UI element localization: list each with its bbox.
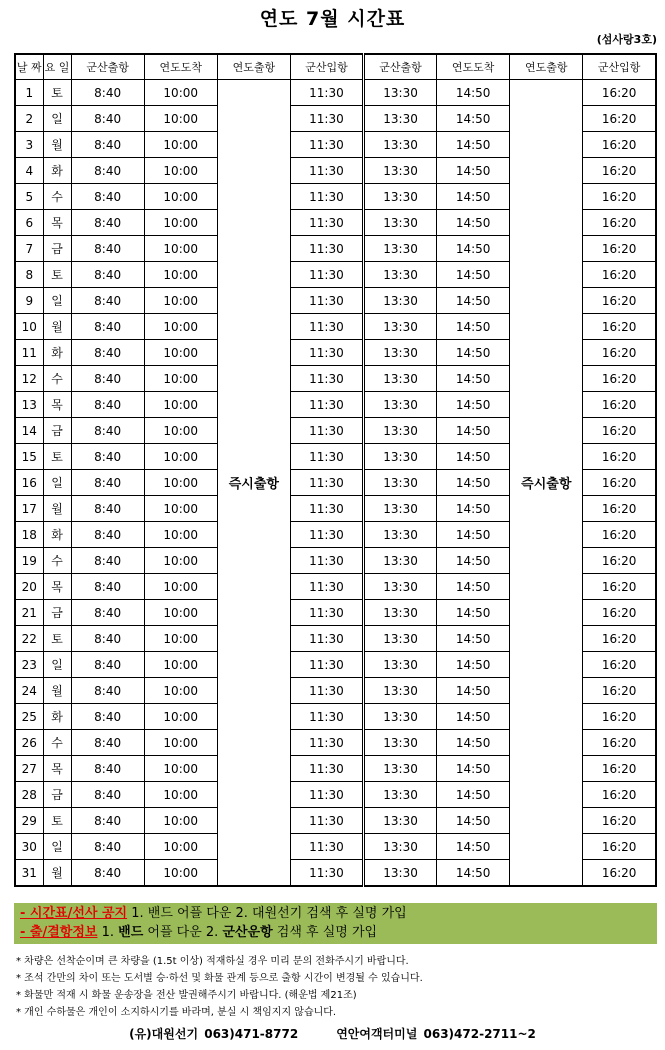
arrive-gunsan-2-cell: 16:20 (583, 262, 656, 288)
arrive-gunsan-1-cell: 11:30 (290, 262, 363, 288)
arrive-gunsan-1-cell: 11:30 (290, 132, 363, 158)
arrive-gunsan-1-cell: 11:30 (290, 756, 363, 782)
header-depart-yeondo-1: 연도출항 (217, 54, 290, 80)
arrive-yeondo-2-cell: 14:50 (437, 184, 510, 210)
depart-gunsan-1-cell: 8:40 (71, 470, 144, 496)
header-arrive-gunsan-2: 군산입항 (583, 54, 656, 80)
header-date: 날 짜 (15, 54, 43, 80)
weekday-cell: 일 (43, 470, 71, 496)
date-cell: 7 (15, 236, 43, 262)
arrive-gunsan-1-cell: 11:30 (290, 496, 363, 522)
date-cell: 19 (15, 548, 43, 574)
note-item: * 개인 수하물은 개인이 소지하시기를 바라며, 분실 시 책임지지 않습니다. (16, 1007, 337, 1018)
header-depart-gunsan-1: 군산출항 (71, 54, 144, 80)
arrive-gunsan-2-cell: 16:20 (583, 574, 656, 600)
arrive-yeondo-2-cell: 14:50 (437, 366, 510, 392)
date-cell: 6 (15, 210, 43, 236)
depart-gunsan-2-cell: 13:30 (364, 548, 437, 574)
weekday-cell: 월 (43, 132, 71, 158)
arrive-gunsan-1-cell: 11:30 (290, 366, 363, 392)
depart-gunsan-1-cell: 8:40 (71, 730, 144, 756)
date-cell: 30 (15, 834, 43, 860)
weekday-cell: 일 (43, 288, 71, 314)
weekday-cell: 토 (43, 808, 71, 834)
notice-status-label: - 출/결항정보 (20, 925, 98, 940)
arrive-yeondo-2-cell: 14:50 (437, 158, 510, 184)
arrive-yeondo-2-cell: 14:50 (437, 834, 510, 860)
arrive-gunsan-2-cell: 16:20 (583, 444, 656, 470)
arrive-yeondo-1-cell: 10:00 (144, 106, 217, 132)
date-cell: 27 (15, 756, 43, 782)
depart-gunsan-1-cell: 8:40 (71, 574, 144, 600)
depart-gunsan-2-cell: 13:30 (364, 106, 437, 132)
schedule-table (14, 53, 657, 887)
depart-gunsan-2-cell: 13:30 (364, 418, 437, 444)
arrive-yeondo-2-cell: 14:50 (437, 496, 510, 522)
depart-gunsan-1-cell: 8:40 (71, 626, 144, 652)
arrive-gunsan-1-cell: 11:30 (290, 834, 363, 860)
arrive-gunsan-2-cell: 16:20 (583, 782, 656, 808)
arrive-yeondo-2-cell: 14:50 (437, 548, 510, 574)
date-cell: 13 (15, 392, 43, 418)
arrive-gunsan-1-cell: 11:30 (290, 314, 363, 340)
arrive-yeondo-2-cell: 14:50 (437, 704, 510, 730)
header-row (15, 54, 656, 80)
arrive-gunsan-1-cell: 11:30 (290, 574, 363, 600)
arrive-yeondo-1-cell: 10:00 (144, 262, 217, 288)
depart-gunsan-1-cell: 8:40 (71, 808, 144, 834)
weekday-cell: 목 (43, 756, 71, 782)
arrive-gunsan-1-cell: 11:30 (290, 418, 363, 444)
depart-gunsan-1-cell: 8:40 (71, 392, 144, 418)
depart-gunsan-2-cell: 13:30 (364, 652, 437, 678)
depart-gunsan-2-cell: 13:30 (364, 80, 437, 106)
arrive-yeondo-1-cell: 10:00 (144, 834, 217, 860)
depart-gunsan-1-cell: 8:40 (71, 548, 144, 574)
header-weekday: 요 일 (43, 54, 71, 80)
depart-gunsan-2-cell: 13:30 (364, 600, 437, 626)
date-cell: 23 (15, 652, 43, 678)
weekday-cell: 토 (43, 626, 71, 652)
notice-timetable-text: 1. 밴드 어플 다운 2. 대원선기 검색 후 실명 가입 (127, 906, 407, 921)
depart-gunsan-1-cell: 8:40 (71, 834, 144, 860)
depart-gunsan-1-cell: 8:40 (71, 132, 144, 158)
arrive-gunsan-2-cell: 16:20 (583, 808, 656, 834)
header-depart-yeondo-2: 연도출항 (510, 54, 583, 80)
arrive-yeondo-1-cell: 10:00 (144, 80, 217, 106)
arrive-yeondo-1-cell: 10:00 (144, 236, 217, 262)
arrive-yeondo-2-cell: 14:50 (437, 574, 510, 600)
arrive-yeondo-1-cell: 10:00 (144, 678, 217, 704)
date-cell: 14 (15, 418, 43, 444)
arrive-yeondo-1-cell: 10:00 (144, 340, 217, 366)
depart-gunsan-2-cell: 13:30 (364, 236, 437, 262)
depart-gunsan-1-cell: 8:40 (71, 288, 144, 314)
weekday-cell: 금 (43, 236, 71, 262)
arrive-gunsan-1-cell: 11:30 (290, 444, 363, 470)
depart-gunsan-1-cell: 8:40 (71, 340, 144, 366)
date-cell: 10 (15, 314, 43, 340)
footer-contacts (0, 1025, 665, 1042)
weekday-cell: 목 (43, 392, 71, 418)
header-depart-gunsan-2: 군산출항 (364, 54, 437, 80)
depart-gunsan-1-cell: 8:40 (71, 236, 144, 262)
arrive-gunsan-2-cell: 16:20 (583, 418, 656, 444)
weekday-cell: 화 (43, 704, 71, 730)
notice-line-2 (20, 923, 651, 942)
date-cell: 8 (15, 262, 43, 288)
depart-gunsan-1-cell: 8:40 (71, 496, 144, 522)
arrive-gunsan-1-cell: 11:30 (290, 548, 363, 574)
arrive-yeondo-2-cell: 14:50 (437, 678, 510, 704)
arrive-gunsan-2-cell: 16:20 (583, 626, 656, 652)
arrive-yeondo-2-cell: 14:50 (437, 860, 510, 887)
arrive-gunsan-2-cell: 16:20 (583, 184, 656, 210)
weekday-cell: 일 (43, 106, 71, 132)
arrive-yeondo-2-cell: 14:50 (437, 756, 510, 782)
depart-gunsan-2-cell: 13:30 (364, 470, 437, 496)
arrive-gunsan-1-cell: 11:30 (290, 210, 363, 236)
arrive-yeondo-2-cell: 14:50 (437, 106, 510, 132)
arrive-gunsan-2-cell: 16:20 (583, 548, 656, 574)
arrive-yeondo-1-cell: 10:00 (144, 574, 217, 600)
date-cell: 17 (15, 496, 43, 522)
schedule-body (15, 80, 656, 887)
arrive-gunsan-1-cell: 11:30 (290, 600, 363, 626)
depart-gunsan-2-cell: 13:30 (364, 392, 437, 418)
depart-gunsan-1-cell: 8:40 (71, 678, 144, 704)
arrive-gunsan-1-cell: 11:30 (290, 626, 363, 652)
header-arrive-yeondo-1: 연도도착 (144, 54, 217, 80)
weekday-cell: 금 (43, 782, 71, 808)
depart-gunsan-1-cell: 8:40 (71, 860, 144, 887)
arrive-yeondo-1-cell: 10:00 (144, 392, 217, 418)
date-cell: 4 (15, 158, 43, 184)
depart-gunsan-2-cell: 13:30 (364, 756, 437, 782)
arrive-yeondo-2-cell: 14:50 (437, 236, 510, 262)
notice-timetable-label: - 시간표/선사 공지 (20, 906, 128, 921)
arrive-yeondo-1-cell: 10:00 (144, 418, 217, 444)
depart-gunsan-2-cell: 13:30 (364, 132, 437, 158)
arrive-gunsan-2-cell: 16:20 (583, 860, 656, 887)
date-cell: 15 (15, 444, 43, 470)
date-cell: 29 (15, 808, 43, 834)
depart-gunsan-1-cell: 8:40 (71, 418, 144, 444)
arrive-yeondo-2-cell: 14:50 (437, 210, 510, 236)
table-row (15, 80, 656, 106)
arrive-gunsan-1-cell: 11:30 (290, 392, 363, 418)
depart-gunsan-1-cell: 8:40 (71, 652, 144, 678)
arrive-gunsan-1-cell: 11:30 (290, 678, 363, 704)
depart-gunsan-1-cell: 8:40 (71, 366, 144, 392)
notice-line-1 (20, 904, 651, 923)
depart-yeondo-2-cell: 즉시출항 (510, 80, 583, 887)
header-arrive-yeondo-2: 연도도착 (437, 54, 510, 80)
note-item: * 차량은 선착순이며 큰 차량을 (1.5t 이상) 적재하실 경우 미리 문의 전화주시기 바랍니다. (16, 956, 409, 967)
depart-gunsan-2-cell: 13:30 (364, 340, 437, 366)
arrive-yeondo-1-cell: 10:00 (144, 756, 217, 782)
depart-gunsan-2-cell: 13:30 (364, 366, 437, 392)
arrive-yeondo-2-cell: 14:50 (437, 652, 510, 678)
date-cell: 25 (15, 704, 43, 730)
notice-status-text-a: 1. (97, 925, 119, 940)
arrive-gunsan-2-cell: 16:20 (583, 392, 656, 418)
notice-status-group: 군산운항 (222, 925, 273, 940)
arrive-yeondo-2-cell: 14:50 (437, 600, 510, 626)
arrive-gunsan-1-cell: 11:30 (290, 236, 363, 262)
weekday-cell: 수 (43, 184, 71, 210)
arrive-yeondo-1-cell: 10:00 (144, 782, 217, 808)
arrive-yeondo-1-cell: 10:00 (144, 444, 217, 470)
depart-gunsan-2-cell: 13:30 (364, 210, 437, 236)
arrive-gunsan-2-cell: 16:20 (583, 366, 656, 392)
date-cell: 22 (15, 626, 43, 652)
depart-gunsan-2-cell: 13:30 (364, 522, 437, 548)
weekday-cell: 수 (43, 548, 71, 574)
page-title: 연도 7월 시간표 (259, 8, 406, 30)
arrive-gunsan-1-cell: 11:30 (290, 860, 363, 887)
header-arrive-gunsan-1: 군산입항 (290, 54, 363, 80)
depart-gunsan-2-cell: 13:30 (364, 262, 437, 288)
depart-gunsan-2-cell: 13:30 (364, 730, 437, 756)
arrive-gunsan-1-cell: 11:30 (290, 288, 363, 314)
depart-gunsan-1-cell: 8:40 (71, 522, 144, 548)
depart-gunsan-1-cell: 8:40 (71, 210, 144, 236)
date-cell: 21 (15, 600, 43, 626)
note-item: * 조석 간만의 차이 또는 도서별 승·하선 및 화물 관계 등으로 출항 시간이 변경될 수 있습니다. (16, 973, 423, 984)
arrive-yeondo-1-cell: 10:00 (144, 288, 217, 314)
arrive-gunsan-1-cell: 11:30 (290, 470, 363, 496)
arrive-yeondo-2-cell: 14:50 (437, 314, 510, 340)
arrive-yeondo-2-cell: 14:50 (437, 522, 510, 548)
arrive-yeondo-1-cell: 10:00 (144, 704, 217, 730)
weekday-cell: 토 (43, 444, 71, 470)
arrive-gunsan-2-cell: 16:20 (583, 652, 656, 678)
arrive-yeondo-1-cell: 10:00 (144, 210, 217, 236)
weekday-cell: 금 (43, 418, 71, 444)
arrive-gunsan-1-cell: 11:30 (290, 340, 363, 366)
depart-gunsan-2-cell: 13:30 (364, 678, 437, 704)
arrive-yeondo-2-cell: 14:50 (437, 80, 510, 106)
notice-box (14, 903, 657, 944)
depart-gunsan-2-cell: 13:30 (364, 808, 437, 834)
arrive-gunsan-2-cell: 16:20 (583, 678, 656, 704)
arrive-gunsan-1-cell: 11:30 (290, 106, 363, 132)
notice-status-text-c: 어플 다운 2. (143, 925, 223, 940)
arrive-yeondo-2-cell: 14:50 (437, 626, 510, 652)
date-cell: 16 (15, 470, 43, 496)
arrive-yeondo-2-cell: 14:50 (437, 288, 510, 314)
depart-gunsan-2-cell: 13:30 (364, 444, 437, 470)
date-cell: 11 (15, 340, 43, 366)
depart-gunsan-1-cell: 8:40 (71, 600, 144, 626)
arrive-gunsan-1-cell: 11:30 (290, 704, 363, 730)
weekday-cell: 화 (43, 522, 71, 548)
arrive-yeondo-2-cell: 14:50 (437, 418, 510, 444)
depart-gunsan-2-cell: 13:30 (364, 158, 437, 184)
arrive-yeondo-2-cell: 14:50 (437, 444, 510, 470)
arrive-yeondo-2-cell: 14:50 (437, 132, 510, 158)
depart-gunsan-2-cell: 13:30 (364, 704, 437, 730)
arrive-yeondo-1-cell: 10:00 (144, 626, 217, 652)
arrive-gunsan-1-cell: 11:30 (290, 158, 363, 184)
depart-yeondo-1-cell: 즉시출항 (217, 80, 290, 887)
arrive-gunsan-1-cell: 11:30 (290, 808, 363, 834)
arrive-yeondo-2-cell: 14:50 (437, 262, 510, 288)
arrive-gunsan-2-cell: 16:20 (583, 496, 656, 522)
weekday-cell: 토 (43, 80, 71, 106)
weekday-cell: 토 (43, 262, 71, 288)
arrive-gunsan-2-cell: 16:20 (583, 470, 656, 496)
weekday-cell: 월 (43, 314, 71, 340)
arrive-gunsan-1-cell: 11:30 (290, 184, 363, 210)
arrive-yeondo-2-cell: 14:50 (437, 392, 510, 418)
weekday-cell: 목 (43, 210, 71, 236)
depart-gunsan-2-cell: 13:30 (364, 314, 437, 340)
arrive-gunsan-2-cell: 16:20 (583, 522, 656, 548)
date-cell: 26 (15, 730, 43, 756)
weekday-cell: 월 (43, 678, 71, 704)
ship-name: (섬사랑3호) (596, 33, 657, 46)
arrive-yeondo-1-cell: 10:00 (144, 860, 217, 887)
arrive-yeondo-1-cell: 10:00 (144, 730, 217, 756)
footer-company: (유)대원선기 063)471-8772 (129, 1027, 299, 1041)
weekday-cell: 수 (43, 730, 71, 756)
weekday-cell: 일 (43, 834, 71, 860)
arrive-gunsan-1-cell: 11:30 (290, 80, 363, 106)
depart-gunsan-1-cell: 8:40 (71, 756, 144, 782)
arrive-gunsan-2-cell: 16:20 (583, 704, 656, 730)
date-cell: 24 (15, 678, 43, 704)
arrive-gunsan-2-cell: 16:20 (583, 132, 656, 158)
arrive-yeondo-1-cell: 10:00 (144, 314, 217, 340)
arrive-gunsan-2-cell: 16:20 (583, 730, 656, 756)
arrive-gunsan-2-cell: 16:20 (583, 834, 656, 860)
arrive-yeondo-1-cell: 10:00 (144, 496, 217, 522)
arrive-gunsan-2-cell: 16:20 (583, 314, 656, 340)
arrive-yeondo-1-cell: 10:00 (144, 470, 217, 496)
arrive-gunsan-2-cell: 16:20 (583, 756, 656, 782)
weekday-cell: 일 (43, 652, 71, 678)
arrive-gunsan-2-cell: 16:20 (583, 106, 656, 132)
arrive-yeondo-1-cell: 10:00 (144, 184, 217, 210)
weekday-cell: 월 (43, 860, 71, 887)
depart-gunsan-1-cell: 8:40 (71, 444, 144, 470)
arrive-yeondo-1-cell: 10:00 (144, 522, 217, 548)
arrive-gunsan-2-cell: 16:20 (583, 210, 656, 236)
arrive-yeondo-2-cell: 14:50 (437, 782, 510, 808)
arrive-yeondo-1-cell: 10:00 (144, 158, 217, 184)
date-cell: 9 (15, 288, 43, 314)
weekday-cell: 월 (43, 496, 71, 522)
date-cell: 5 (15, 184, 43, 210)
depart-gunsan-2-cell: 13:30 (364, 184, 437, 210)
depart-gunsan-1-cell: 8:40 (71, 314, 144, 340)
arrive-gunsan-2-cell: 16:20 (583, 80, 656, 106)
arrive-gunsan-2-cell: 16:20 (583, 340, 656, 366)
arrive-yeondo-2-cell: 14:50 (437, 470, 510, 496)
arrive-yeondo-2-cell: 14:50 (437, 730, 510, 756)
arrive-gunsan-2-cell: 16:20 (583, 600, 656, 626)
footer-terminal: 연안여객터미널 063)472-2711~2 (336, 1027, 536, 1041)
depart-gunsan-1-cell: 8:40 (71, 704, 144, 730)
date-cell: 2 (15, 106, 43, 132)
arrive-gunsan-2-cell: 16:20 (583, 288, 656, 314)
arrive-yeondo-1-cell: 10:00 (144, 808, 217, 834)
arrive-gunsan-1-cell: 11:30 (290, 522, 363, 548)
depart-gunsan-1-cell: 8:40 (71, 106, 144, 132)
date-cell: 1 (15, 80, 43, 106)
arrive-yeondo-1-cell: 10:00 (144, 132, 217, 158)
depart-gunsan-2-cell: 13:30 (364, 860, 437, 887)
notice-status-text-e: 검색 후 실명 가입 (272, 925, 378, 940)
depart-gunsan-2-cell: 13:30 (364, 782, 437, 808)
depart-gunsan-2-cell: 13:30 (364, 626, 437, 652)
date-cell: 3 (15, 132, 43, 158)
arrive-gunsan-1-cell: 11:30 (290, 782, 363, 808)
weekday-cell: 목 (43, 574, 71, 600)
date-cell: 20 (15, 574, 43, 600)
arrive-gunsan-1-cell: 11:30 (290, 652, 363, 678)
weekday-cell: 화 (43, 158, 71, 184)
date-cell: 18 (15, 522, 43, 548)
arrive-yeondo-1-cell: 10:00 (144, 366, 217, 392)
depart-gunsan-2-cell: 13:30 (364, 288, 437, 314)
note-item: * 화물만 적재 시 화물 운송장을 전산 발권해주시기 바랍니다. (해운법 제21조) (16, 990, 357, 1001)
depart-gunsan-1-cell: 8:40 (71, 184, 144, 210)
date-cell: 12 (15, 366, 43, 392)
date-cell: 31 (15, 860, 43, 887)
notice-status-band: 밴드 (118, 925, 144, 940)
notes-list (16, 953, 656, 1021)
depart-gunsan-1-cell: 8:40 (71, 782, 144, 808)
depart-gunsan-1-cell: 8:40 (71, 158, 144, 184)
weekday-cell: 금 (43, 600, 71, 626)
depart-gunsan-2-cell: 13:30 (364, 574, 437, 600)
arrive-yeondo-1-cell: 10:00 (144, 600, 217, 626)
depart-gunsan-2-cell: 13:30 (364, 496, 437, 522)
arrive-gunsan-2-cell: 16:20 (583, 158, 656, 184)
date-cell: 28 (15, 782, 43, 808)
weekday-cell: 수 (43, 366, 71, 392)
depart-gunsan-1-cell: 8:40 (71, 80, 144, 106)
arrive-yeondo-2-cell: 14:50 (437, 808, 510, 834)
arrive-gunsan-2-cell: 16:20 (583, 236, 656, 262)
arrive-yeondo-1-cell: 10:00 (144, 652, 217, 678)
depart-gunsan-2-cell: 13:30 (364, 834, 437, 860)
arrive-yeondo-1-cell: 10:00 (144, 548, 217, 574)
arrive-yeondo-2-cell: 14:50 (437, 340, 510, 366)
arrive-gunsan-1-cell: 11:30 (290, 730, 363, 756)
depart-gunsan-1-cell: 8:40 (71, 262, 144, 288)
weekday-cell: 화 (43, 340, 71, 366)
